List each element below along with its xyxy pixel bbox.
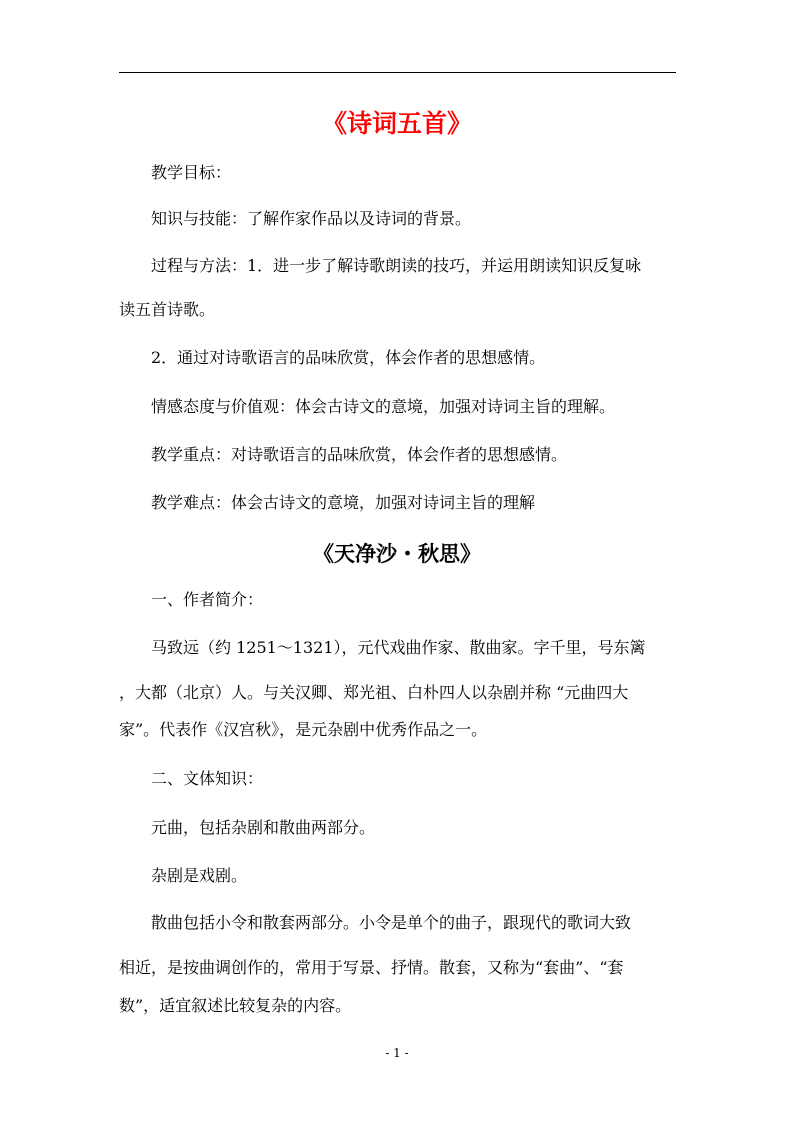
paragraph-key-points: 教学重点：对诗歌语言的品味欣赏，体会作者的思想感情。 <box>151 445 568 464</box>
author-heading: 一、作者简介： <box>151 590 264 609</box>
genre-text-zaju: 杂剧是戏剧。 <box>151 866 248 885</box>
page-number: - 1 - <box>385 1046 409 1060</box>
paragraph-process-item2: 2．通过对诗歌语言的品味欣赏，体会作者的思想感情。 <box>151 348 546 367</box>
paragraph-emotion: 情感态度与价值观：体会古诗文的意境，加强对诗词主旨的理解。 <box>151 397 616 416</box>
genre-text-sanqu-line1: 散曲包括小令和散套两部分。小令是单个的曲子，跟现代的歌词大致 <box>151 913 632 932</box>
header-rule <box>119 72 676 73</box>
author-text-line1: 马致远（约 1251～1321），元代戏曲作家、散曲家。字千里，号东篱 <box>151 638 646 657</box>
paragraph-process-line2: 读五首诗歌。 <box>119 300 216 319</box>
paragraph-objectives-heading: 教学目标： <box>151 163 232 182</box>
genre-heading: 二、文体知识： <box>151 769 264 788</box>
paragraph-knowledge: 知识与技能：了解作家作品以及诗词的背景。 <box>151 209 472 228</box>
paragraph-process-line1: 过程与方法：1．进一步了解诗歌朗读的技巧，并运用朗读知识反复咏 <box>151 256 642 275</box>
genre-text-yuanqu: 元曲，包括杂剧和散曲两部分。 <box>151 818 376 837</box>
paragraph-difficulties: 教学难点：体会古诗文的意境，加强对诗词主旨的理解 <box>151 493 536 512</box>
genre-text-sanqu-line2: 相近，是按曲调创作的，常用于写景、抒情。散套，又称为“套曲”、“套 <box>119 958 624 977</box>
genre-text-sanqu-line3: 数”，适宜叙述比较复杂的内容。 <box>119 996 352 1015</box>
author-text-line2: ，大都（北京）人。与关汉卿、郑光祖、白朴四人以杂剧并称 “元曲四大 <box>119 683 629 702</box>
author-text-line3: 家”。代表作《汉宫秋》，是元杂剧中优秀作品之一。 <box>119 720 488 739</box>
page-title: 《诗词五首》 <box>321 109 472 138</box>
poem-title: 《天净沙・秋思》 <box>313 541 481 566</box>
